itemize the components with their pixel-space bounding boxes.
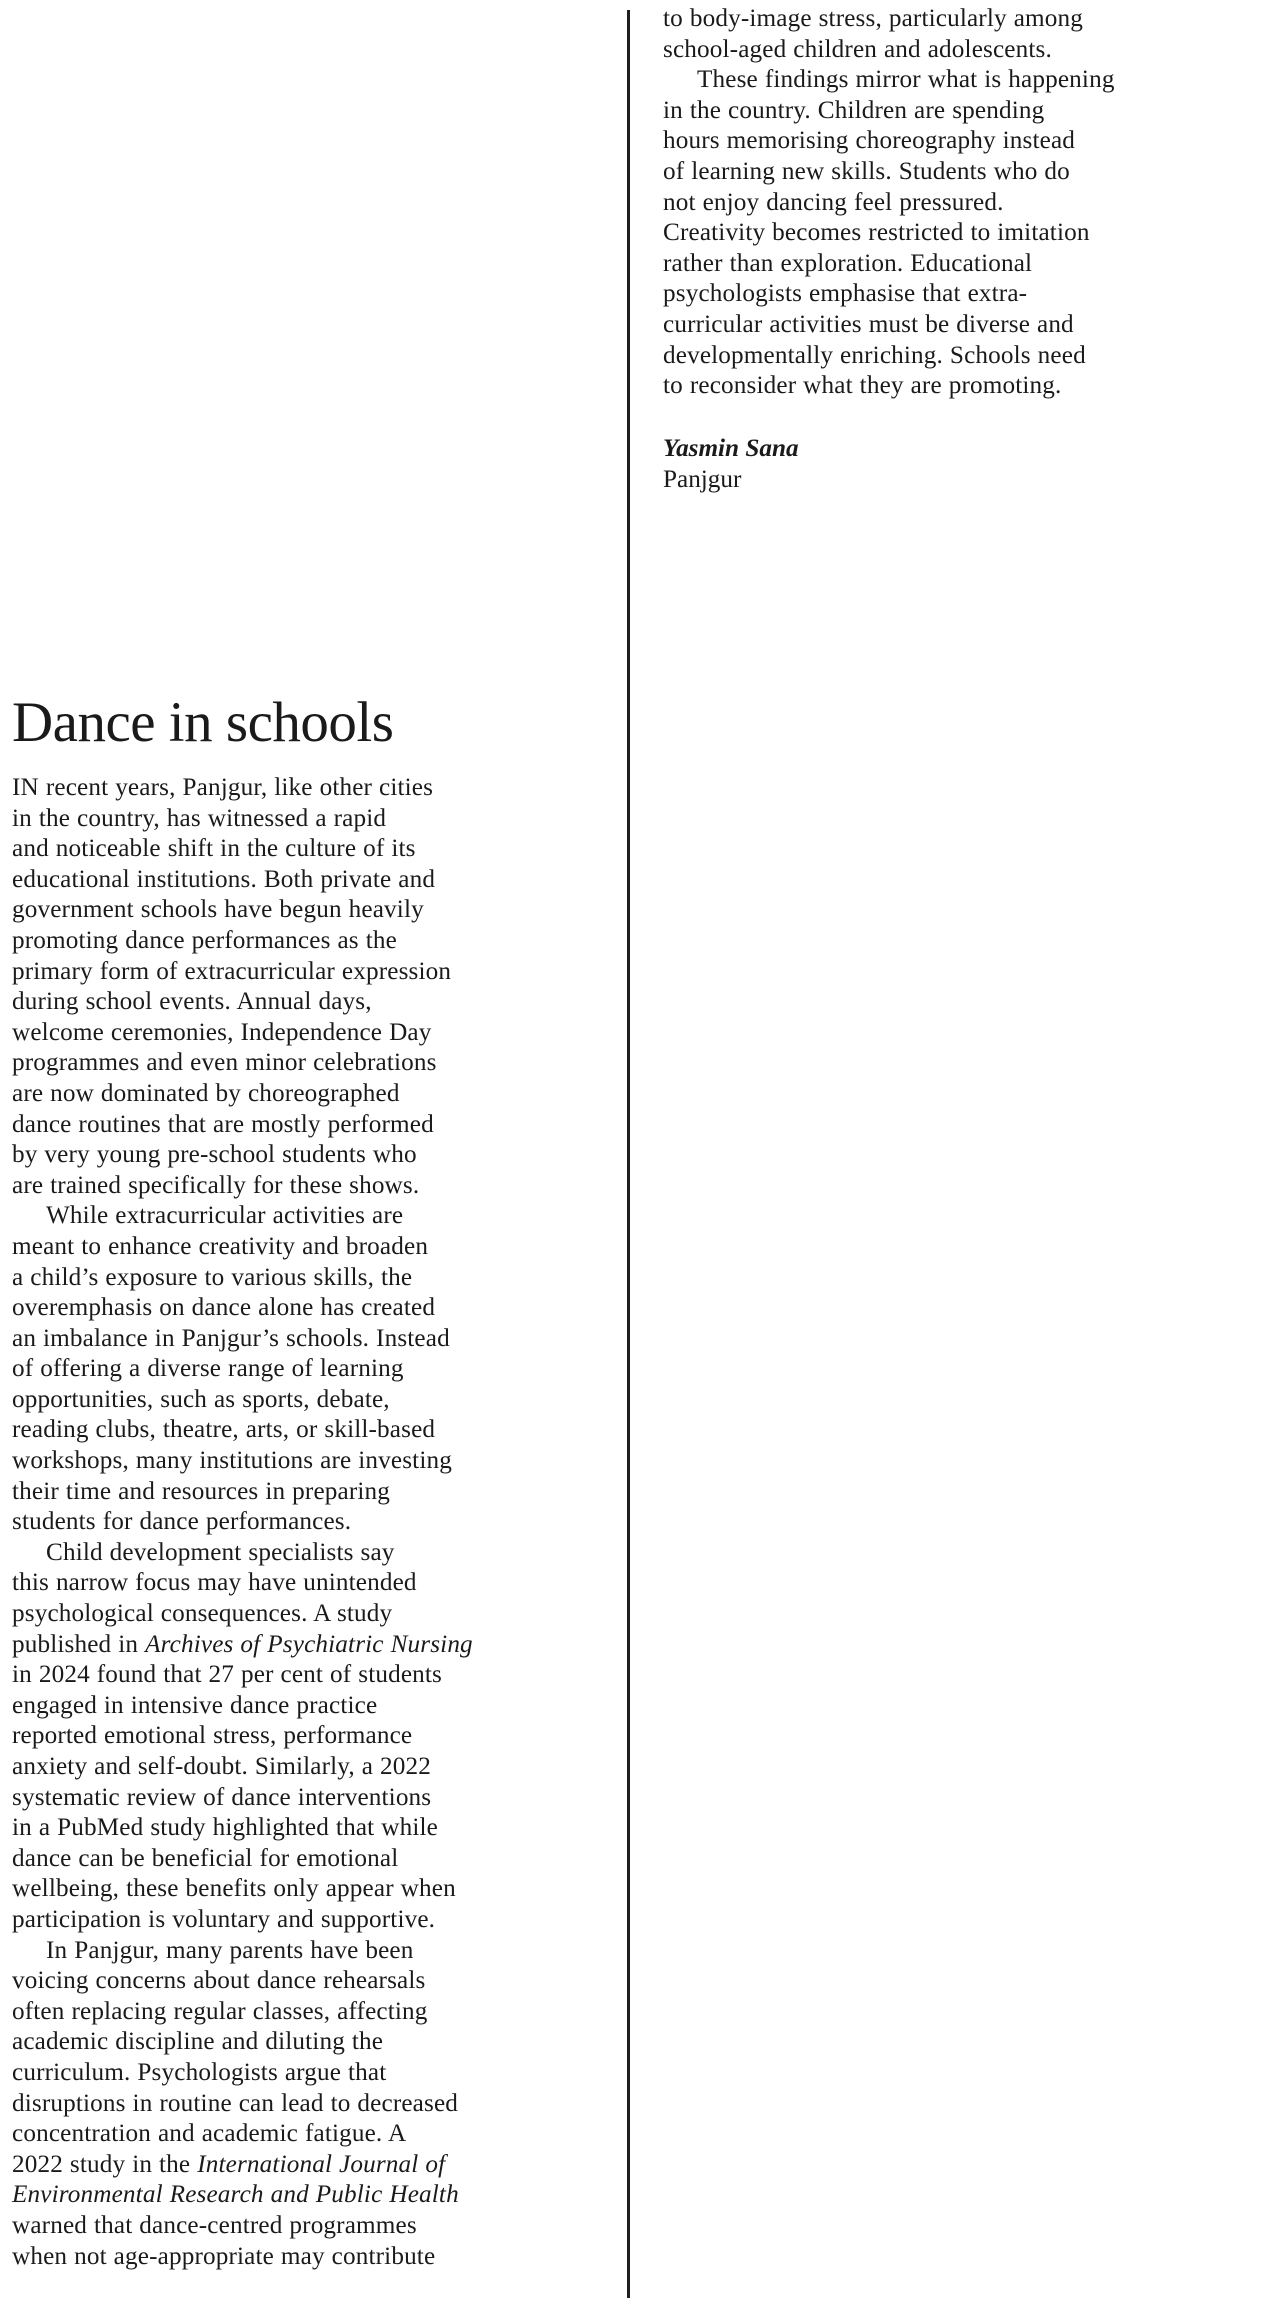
- text-run: in 2024 found that 27 per cent of students: [12, 1661, 443, 1689]
- text-run: IN recent years, Panjgur, like other cities: [12, 774, 434, 801]
- text-line: [12, 2211, 612, 2242]
- text-line: [12, 1171, 612, 1202]
- text-line: [663, 35, 1253, 66]
- text-line: [663, 157, 1253, 188]
- text-line: [12, 1079, 612, 1110]
- text-line: [12, 1568, 612, 1599]
- text-run: and noticeable shift in the culture of its: [12, 835, 416, 863]
- text-line: [12, 1354, 612, 1385]
- text-run: in a PubMed study highlighted that while: [12, 1814, 438, 1842]
- text-line: [12, 2119, 612, 2150]
- text-line: [12, 1966, 612, 1997]
- text-run: educational institutions. Both private and: [12, 865, 436, 893]
- text-line: [12, 1997, 612, 2028]
- text-line: [12, 1201, 612, 1232]
- text-run: are now dominated by choreographed: [12, 1079, 400, 1107]
- text-line: [12, 1783, 612, 1814]
- text-run: Child development specialists say: [46, 1538, 395, 1566]
- text-line: [663, 4, 1253, 35]
- text-run: 2022 study in the: [12, 2150, 198, 2178]
- text-run: government schools have begun heavily: [12, 896, 424, 924]
- text-run: meant to enhance creativity and broaden: [12, 1232, 429, 1260]
- text-line: [12, 1507, 612, 1538]
- author-location: Panjgur: [663, 465, 742, 493]
- text-run: rather than exploration. Educational: [663, 249, 1033, 277]
- text-run: reported emotional stress, performance: [12, 1722, 413, 1750]
- text-line: [12, 1110, 612, 1141]
- text-run: These findings mirror what is happening: [697, 66, 1115, 94]
- text-run: workshops, many institutions are investing: [12, 1447, 452, 1475]
- text-line: [12, 1691, 612, 1722]
- text-run: curricular activities must be diverse and: [663, 310, 1074, 338]
- text-line: [663, 126, 1253, 157]
- column-divider-rule: [627, 10, 630, 2298]
- text-line: [12, 1415, 612, 1446]
- text-run: While extracurricular activities are: [46, 1202, 404, 1230]
- text-line: [12, 1813, 612, 1844]
- text-line: [12, 865, 612, 896]
- text-run: of offering a diverse range of learning: [12, 1355, 404, 1383]
- text-run: primary form of extracurricular expression: [12, 957, 452, 985]
- text-run: in the country, has witnessed a rapid: [12, 804, 387, 832]
- text-run: during school events. Annual days,: [12, 988, 372, 1016]
- text-line: [12, 1477, 612, 1508]
- text-run: disruptions in routine can lead to decreased: [12, 2089, 459, 2117]
- text-run: warned that dance-centred programmes: [12, 2211, 417, 2239]
- text-run: promoting dance performances as the: [12, 926, 397, 954]
- text-line: [12, 1018, 612, 1049]
- text-run: a child’s exposure to various skills, the: [12, 1263, 413, 1291]
- text-run: students for dance performances.: [12, 1508, 352, 1536]
- text-run: dance can be beneficial for emotional: [12, 1844, 399, 1872]
- text-line: [12, 1599, 612, 1630]
- text-line: [12, 2027, 612, 2058]
- text-line: [663, 310, 1253, 341]
- text-line: [12, 1446, 612, 1477]
- text-line: [12, 804, 612, 835]
- text-run: reading clubs, theatre, arts, or skill-based: [12, 1416, 436, 1444]
- text-run: participation is voluntary and supportive.: [12, 1905, 436, 1933]
- italic-citation: International Journal of: [197, 2150, 446, 2178]
- text-line: [12, 1140, 612, 1171]
- text-run: to body-image stress, particularly among: [663, 5, 1083, 32]
- text-line: [12, 1385, 612, 1416]
- text-run: programmes and even minor celebrations: [12, 1049, 437, 1077]
- text-run: hours memorising choreography instead: [663, 127, 1076, 155]
- text-run: anxiety and self-doubt. Similarly, a 2022: [12, 1753, 432, 1780]
- letter-signature: [663, 434, 799, 495]
- text-run: psychologists emphasise that extra-: [663, 280, 1028, 308]
- text-run: dance routines that are mostly performed: [12, 1110, 434, 1138]
- text-run: their time and resources in preparing: [12, 1477, 391, 1505]
- text-line: [12, 1936, 612, 1967]
- italic-citation: Archives of Psychiatric Nursing: [145, 1630, 473, 1658]
- text-line: [12, 2242, 612, 2273]
- text-line: [12, 895, 612, 926]
- text-line: [12, 2089, 612, 2120]
- text-line: [663, 65, 1253, 96]
- text-line: [12, 1721, 612, 1752]
- text-run: in the country. Children are spending: [663, 96, 1045, 124]
- text-line: [12, 1844, 612, 1875]
- article-headline: Dance in schools: [12, 691, 394, 754]
- text-run: wellbeing, these benefits only appear when: [12, 1875, 456, 1903]
- text-line: [663, 371, 1253, 402]
- text-line: [12, 1660, 612, 1691]
- text-line: [12, 1293, 612, 1324]
- text-line: [663, 218, 1253, 249]
- italic-citation: Environmental Research and Public Health: [12, 2181, 459, 2209]
- text-run: systematic review of dance interventions: [12, 1783, 432, 1811]
- text-line: [12, 1874, 612, 1905]
- text-line: [663, 188, 1253, 219]
- text-run: academic discipline and diluting the: [12, 2028, 384, 2056]
- text-run: developmentally enriching. Schools need: [663, 341, 1086, 369]
- text-run: voicing concerns about dance rehearsals: [12, 1967, 426, 1995]
- text-run: when not age-appropriate may contribute: [12, 2242, 436, 2270]
- text-run: engaged in intensive dance practice: [12, 1691, 378, 1719]
- article-body-left-column: [12, 773, 612, 2272]
- text-run: curriculum. Psychologists argue that: [12, 2058, 387, 2086]
- text-line: [12, 2058, 612, 2089]
- text-line: [12, 773, 612, 804]
- text-run: published in: [12, 1630, 146, 1658]
- text-run: this narrow focus may have unintended: [12, 1569, 417, 1597]
- text-line: [12, 957, 612, 988]
- text-line: [663, 249, 1253, 280]
- author-name: Yasmin Sana: [663, 435, 799, 462]
- text-run: opportunities, such as sports, debate,: [12, 1385, 390, 1413]
- text-line: [12, 987, 612, 1018]
- text-line: [12, 1630, 612, 1661]
- text-line: [12, 2150, 612, 2181]
- text-line: [12, 1263, 612, 1294]
- text-line: [12, 1232, 612, 1263]
- text-line: [12, 1538, 612, 1569]
- text-line: [663, 279, 1253, 310]
- text-run: concentration and academic fatigue. A: [12, 2120, 407, 2148]
- text-line: [12, 834, 612, 865]
- text-run: psychological consequences. A study: [12, 1600, 393, 1628]
- text-line: [663, 96, 1253, 127]
- text-run: are trained specifically for these shows.: [12, 1171, 420, 1199]
- text-run: In Panjgur, many parents have been: [46, 1936, 414, 1964]
- text-run: Creativity becomes restricted to imitation: [663, 219, 1090, 247]
- text-line: [12, 1752, 612, 1783]
- text-run: welcome ceremonies, Independence Day: [12, 1018, 432, 1046]
- text-line: [12, 1905, 612, 1936]
- text-run: not enjoy dancing feel pressured.: [663, 188, 1004, 216]
- article-body-right-column: [663, 4, 1253, 402]
- text-line: [12, 1324, 612, 1355]
- text-run: often replacing regular classes, affecting: [12, 1997, 428, 2025]
- text-run: school-aged children and adolescents.: [663, 35, 1052, 63]
- text-run: to reconsider what they are promoting.: [663, 372, 1062, 400]
- text-run: of learning new skills. Students who do: [663, 157, 1070, 185]
- text-line: [12, 926, 612, 957]
- text-run: an imbalance in Panjgur’s schools. Instead: [12, 1324, 450, 1352]
- text-line: [12, 2180, 612, 2211]
- text-line: [663, 341, 1253, 372]
- text-line: [12, 1048, 612, 1079]
- text-run: by very young pre-school students who: [12, 1141, 417, 1169]
- text-run: overemphasis on dance alone has created: [12, 1294, 436, 1322]
